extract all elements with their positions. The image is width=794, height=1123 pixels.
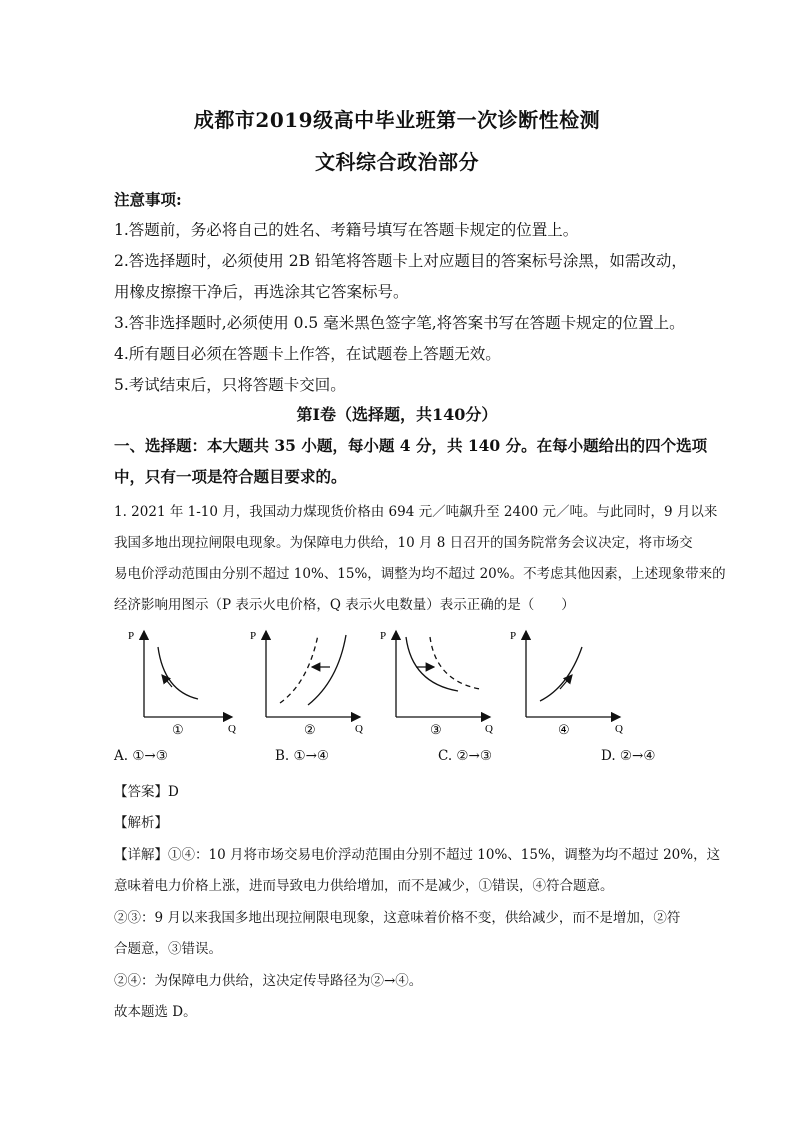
detail-line: 故本题选 D。 xyxy=(114,1004,197,1020)
notice-item: 用橡皮擦擦干净后，再选涂其它答案标号。 xyxy=(114,283,409,301)
option-d: D. ②→④ xyxy=(601,748,656,764)
graph-1 xyxy=(120,625,240,740)
shift-arrow xyxy=(560,675,572,689)
notice-item: 1.答题前，务必将自己的姓名、考籍号填写在答题卡规定的位置上。 xyxy=(114,221,579,239)
y-axis-label: P xyxy=(250,630,257,642)
supply-curve xyxy=(158,647,198,699)
graph-2 xyxy=(242,625,367,740)
option-c: C. ②→③ xyxy=(438,748,492,764)
detail-line: 意味着电力价格上涨，进而导致电力供给增加，而不是减少，①错误，④符合题意。 xyxy=(114,878,614,894)
option-a: A. ①→③ xyxy=(114,748,168,764)
question-line: 我国多地出现拉闸限电现象。为保障电力供给，10 月 8 日召开的国务院常务会议决定，将市场交 xyxy=(114,535,693,551)
graph-4 xyxy=(502,625,627,740)
supply-curve-original xyxy=(308,635,346,705)
section-instruction: 一、选择题：本大题共 35 小题，每小题 4 分，共 140 分。在每小题给出的四个选项 xyxy=(114,436,708,455)
curve-shifted xyxy=(430,637,480,689)
graph-caption: ② xyxy=(304,722,316,737)
page-title: 成都市2019级高中毕业班第一次诊断性检测 xyxy=(193,108,601,132)
notice-item: 4.所有题目必须在答题卡上作答，在试题卷上答题无效。 xyxy=(114,345,501,363)
question-line: 1. 2021 年 1-10 月，我国动力煤现货价格由 694 元／吨飙升至 2400 元／吨。与此同时，9 月以来 xyxy=(114,504,718,520)
x-axis-label: Q xyxy=(485,723,493,735)
x-axis-label: Q xyxy=(615,723,623,735)
y-axis-label: P xyxy=(510,630,517,642)
section-title: 第Ⅰ卷（选择题，共140分） xyxy=(296,405,498,424)
analysis-label: 【解析】 xyxy=(114,815,168,831)
notice-item: 5.考试结束后，只将答题卡交回。 xyxy=(114,376,346,394)
answer-label: 【答案】D xyxy=(114,784,179,800)
section-instruction: 中，只有一项是符合题目要求的。 xyxy=(114,467,347,486)
y-axis-label: P xyxy=(128,630,135,642)
question-line: 经济影响用图示（P 表示火电价格，Q 表示火电数量）表示正确的是（ ） xyxy=(114,597,575,613)
page-subtitle: 文科综合政治部分 xyxy=(315,150,479,174)
x-axis-label: Q xyxy=(355,723,363,735)
question-line: 易电价浮动范围由分别不超过 10%、15%，调整为均不超过 20%。不考虑其他因素，上述现象带来的 xyxy=(114,566,726,582)
y-axis-label: P xyxy=(380,630,387,642)
detail-line: 合题意，③错误。 xyxy=(114,941,222,957)
graph-caption: ① xyxy=(172,722,184,737)
detail-line: 【详解】①④：10 月将市场交易电价浮动范围由分别不超过 10%、15%，调整为均不超过 20%，这 xyxy=(114,847,721,863)
graph-caption: ④ xyxy=(558,722,570,737)
graph-3 xyxy=(372,625,497,740)
notice-item: 2.答选择题时，必须使用 2B 铅笔将答题卡上对应题目的答案标号涂黑，如需改动， xyxy=(114,252,687,270)
supply-curve xyxy=(540,647,582,701)
notice-heading: 注意事项: xyxy=(114,190,182,209)
graph-caption: ③ xyxy=(430,722,442,737)
notice-item: 3.答非选择题时,必须使用 0.5 毫米黑色签字笔,将答案书写在答题卡规定的位置上。 xyxy=(114,314,685,332)
detail-line: ②④：为保障电力供给，这决定传导路径为②→④。 xyxy=(114,973,423,989)
detail-line: ②③：9 月以来我国多地出现拉闸限电现象，这意味着价格不变，供给减少，而不是增加，②符 xyxy=(114,910,681,926)
curve-original xyxy=(406,637,458,691)
option-b: B. ①→④ xyxy=(275,748,330,764)
x-axis-label: Q xyxy=(228,723,236,735)
supply-curve-new xyxy=(280,635,318,703)
